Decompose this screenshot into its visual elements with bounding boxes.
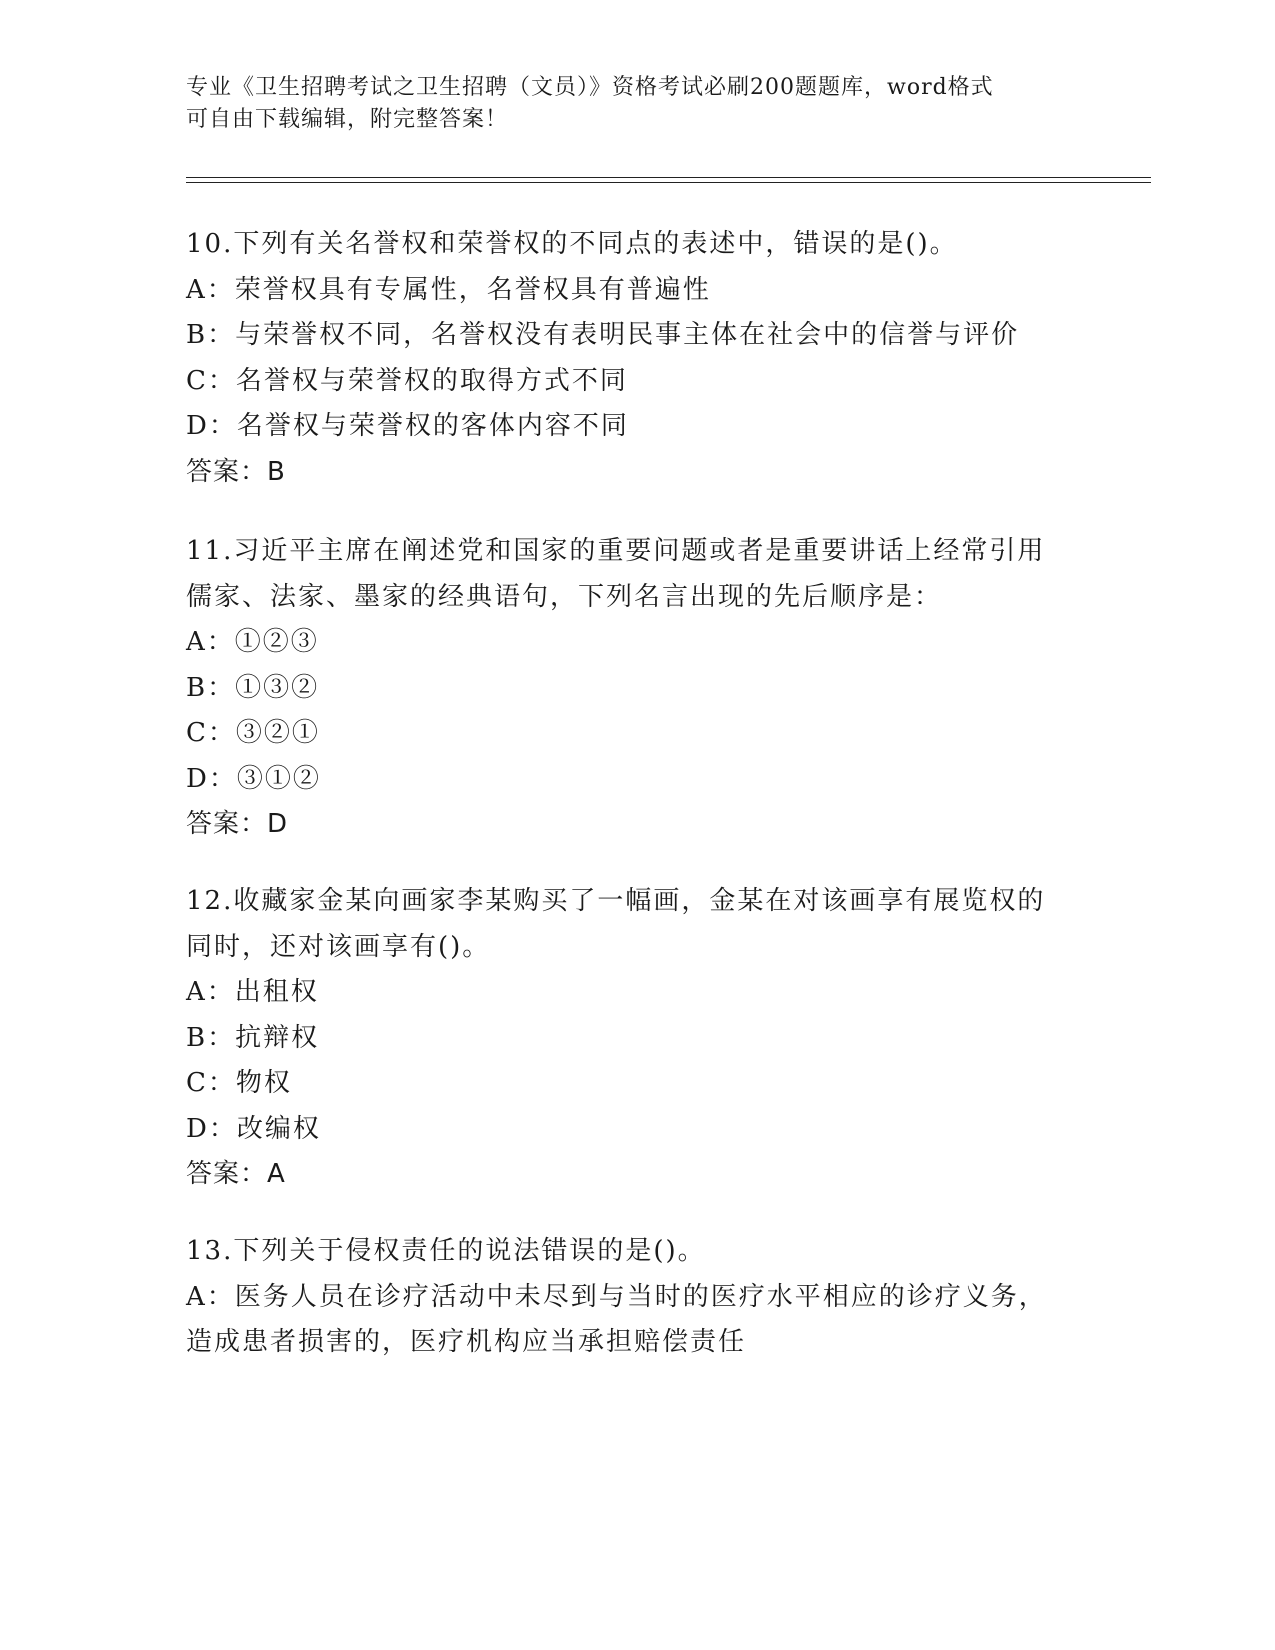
question-13	[186, 1229, 1086, 1366]
option-d: D：名誉权与荣誉权的客体内容不同	[186, 411, 629, 441]
answer-line: 答案：A	[186, 1159, 286, 1189]
option-c: C：③②①	[186, 718, 320, 748]
option-d: D：改编权	[186, 1113, 321, 1144]
question-stem-line-1: 12.收藏家金某向画家李某购买了一幅画，金某在对该画享有展览权的	[186, 886, 1046, 916]
option-a: A：荣誉权具有专属性，名誉权具有普遍性	[186, 274, 711, 305]
option-a-line-1: A：医务人员在诊疗活动中未尽到与当时的医疗水平相应的诊疗义务，	[186, 1281, 1047, 1312]
option-b: B：与荣誉权不同，名誉权没有表明民事主体在社会中的信誉与评价	[186, 320, 1020, 350]
option-c: C：物权	[186, 1068, 292, 1098]
option-a: A：出租权	[186, 977, 319, 1007]
answer-line: 答案：B	[186, 456, 286, 487]
question-stem: 13.下列关于侵权责任的说法错误的是()。	[186, 1236, 706, 1266]
header-line-2: 可自由下载编辑，附完整答案！	[186, 107, 509, 132]
question-stem-line-2: 儒家、法家、墨家的经典语句，下列名言出现的先后顺序是：	[186, 581, 943, 612]
option-b: B：①③②	[186, 672, 320, 703]
question-stem: 10.下列有关名誉权和荣誉权的不同点的表述中，错误的是()。	[186, 229, 958, 259]
question-stem-line-1: 11.习近平主席在阐述党和国家的重要问题或者是重要讲话上经常引用	[186, 536, 1046, 566]
option-a-line-2: 造成患者损害的，医疗机构应当承担赔偿责任	[186, 1327, 747, 1357]
option-a: A：①②③	[186, 627, 319, 657]
question-stem-line-2: 同时，还对该画享有()。	[186, 931, 491, 962]
header-divider-top	[186, 177, 1151, 178]
header-line-1: 专业《卫生招聘考试之卫生招聘（文员）》资格考试必刷200题题库，word格式	[186, 75, 994, 100]
answer-line: 答案：D	[186, 809, 289, 839]
question-10	[186, 222, 1086, 495]
document-header	[186, 72, 1066, 136]
option-d: D：③①②	[186, 763, 321, 794]
question-11	[186, 529, 1086, 848]
option-c: C：名誉权与荣誉权的取得方式不同	[186, 365, 628, 396]
header-divider-bottom	[186, 182, 1151, 183]
question-12	[186, 879, 1086, 1198]
option-b: B：抗辩权	[186, 1022, 320, 1053]
